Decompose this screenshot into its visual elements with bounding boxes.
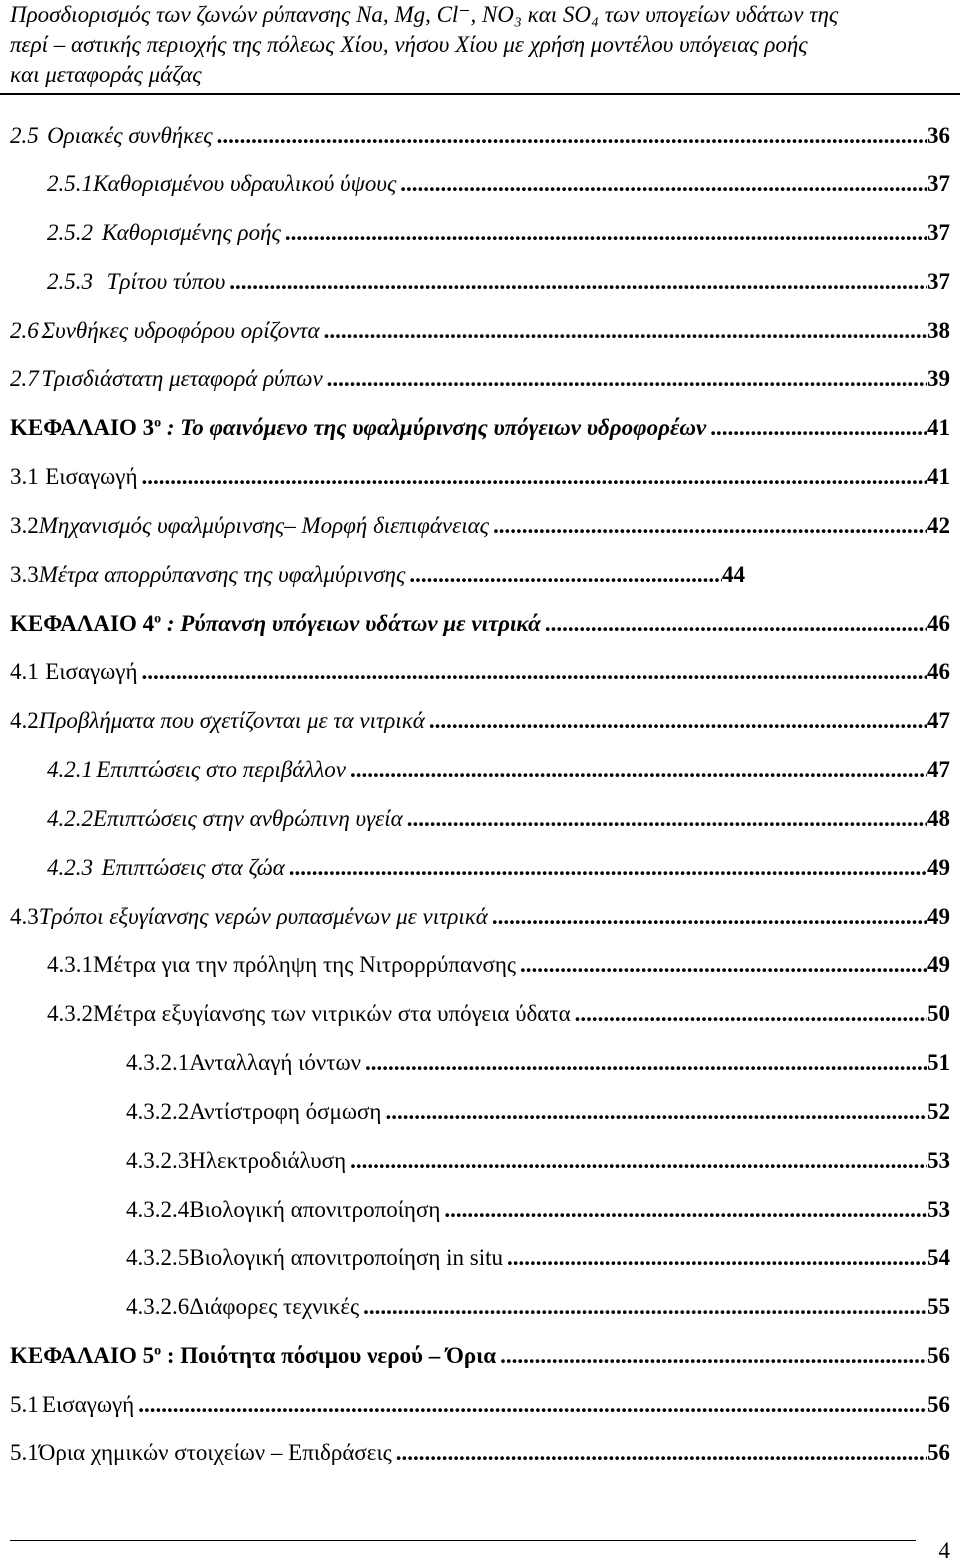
toc-page: 56 [927, 1392, 950, 1417]
toc-page: 53 [927, 1197, 950, 1222]
toc-chapter-number: ΚΕΦΑΛΑΙΟ $5^o$ [10, 1343, 162, 1368]
toc-leader [141, 464, 927, 490]
toc-number: 4.3.2.2 [126, 1099, 190, 1124]
toc-page: 37 [927, 220, 950, 245]
toc-entry[interactable] [10, 1440, 950, 1474]
toc-leader [444, 1197, 927, 1223]
toc-page: 39 [927, 366, 950, 391]
toc-entry[interactable] [47, 220, 950, 254]
toc-leader [492, 904, 927, 930]
toc-leader [493, 513, 927, 539]
toc-leader [350, 1148, 927, 1174]
header-line-3: και μεταφοράς μάζας [10, 62, 202, 87]
toc-entry[interactable] [10, 708, 950, 742]
toc-leader [327, 366, 927, 392]
toc-title: Καθορισμένου υδραυλικού ύψους [93, 171, 397, 196]
toc-entry[interactable] [10, 562, 745, 596]
header-line-2: περί – αστικής περιοχής της πόλεως Χίου, νήσου Χίου με χρήση μοντέλου υπόγειας ροής [10, 32, 808, 57]
toc-leader [324, 318, 927, 344]
toc-page: 41 [927, 415, 950, 440]
toc-leader [285, 220, 927, 246]
toc-number: 4.2 [10, 708, 39, 733]
toc-title: Βιολογική απονιτροποίηση [189, 1197, 441, 1222]
toc-leader [409, 562, 722, 588]
toc-page: 56 [927, 1440, 950, 1465]
toc-entry[interactable] [126, 1148, 950, 1182]
toc-page: 47 [927, 757, 950, 782]
toc-page: 52 [927, 1099, 950, 1124]
toc-leader [138, 1392, 927, 1418]
toc-entry[interactable] [47, 806, 950, 840]
toc-page: 48 [927, 806, 950, 831]
toc-number: 2.5.3 [47, 269, 93, 294]
toc-entry[interactable] [10, 123, 950, 157]
toc-title: Επιπτώσεις στο περιβάλλον [96, 757, 346, 782]
toc-title: Τρόποι εξυγίανσης νερών ρυπασμένων με νιτρικά [38, 904, 488, 929]
toc-title: Όρια χημικών στοιχείων – Επιδράσεις [38, 1440, 392, 1465]
toc-entry[interactable] [126, 1245, 950, 1279]
toc-title: Μέτρα για την πρόληψη της Νιτρορρύπανσης [93, 952, 517, 977]
toc-entry[interactable] [47, 855, 950, 889]
toc-chapter-entry[interactable] [10, 415, 950, 449]
toc-number: 4.2.1 [47, 757, 93, 782]
toc-entry[interactable] [47, 171, 950, 205]
toc-page: 49 [927, 952, 950, 977]
toc-entry[interactable] [126, 1197, 950, 1231]
toc-page: 42 [927, 513, 950, 538]
toc-leader [289, 855, 927, 881]
toc-leader [385, 1099, 927, 1125]
page-number: 4 [938, 1538, 950, 1563]
toc-number: 4.3.2.3 [126, 1148, 190, 1173]
toc-number: 4.2.2 [47, 806, 93, 831]
toc-title: Αντίστροφη όσμωση [189, 1099, 382, 1124]
header-line-1: Προσδιορισμός των ζωνών ρύπανσης Na, Mg, Cl⁻, NO₃ και SO₄ των υπογείων υδάτων της [10, 2, 839, 27]
toc-entry[interactable] [10, 1392, 950, 1426]
toc-entry[interactable] [47, 952, 950, 986]
toc-title: Τρισδιάστατη μεταφορά ρύπων [41, 366, 323, 391]
toc-title: Καθορισμένης ροής [101, 220, 281, 245]
toc-number: 3.2 [10, 513, 39, 538]
toc-number: 4.3.2 [47, 1001, 93, 1026]
toc-title: Διάφορες τεχνικές [189, 1294, 360, 1319]
toc-leader [365, 1050, 927, 1076]
toc-title: Μέτρα απορρύπανσης της υφαλμύρινσης [38, 562, 406, 587]
toc-entry[interactable] [10, 318, 950, 352]
toc-number: 4.3 [10, 904, 39, 929]
toc-title: Προβλήματα που σχετίζονται με τα νιτρικά [38, 708, 425, 733]
toc-title: Βιολογική απονιτροποίηση in situ [189, 1245, 503, 1270]
toc-page: 37 [927, 171, 950, 196]
toc-page: 37 [927, 269, 950, 294]
toc-title: Επιπτώσεις στα ζώα [101, 855, 285, 880]
toc-number: 2.5.2 [47, 220, 93, 245]
running-header [10, 0, 956, 90]
toc-page: 55 [927, 1294, 950, 1319]
toc-page: 54 [927, 1245, 950, 1270]
toc-page: 41 [927, 464, 950, 489]
toc-page: 46 [927, 611, 950, 636]
toc-leader [141, 659, 927, 685]
toc-entry[interactable] [10, 366, 950, 400]
toc-leader [363, 1294, 927, 1320]
toc-leader [229, 269, 927, 295]
toc-number: 2.7 [10, 366, 39, 391]
toc-entry[interactable] [10, 513, 950, 547]
toc-page: 36 [927, 123, 950, 148]
toc-page: 51 [927, 1050, 950, 1075]
toc-title: Επιπτώσεις στην ανθρώπινη υγεία [93, 806, 403, 831]
toc-entry[interactable] [10, 659, 950, 693]
toc-number: 2.5 [10, 123, 39, 148]
toc-page: 50 [927, 1001, 950, 1026]
toc-title: Τρίτου τύπου [106, 269, 226, 294]
toc-page: 38 [927, 318, 950, 343]
toc-page: 47 [927, 708, 950, 733]
toc-title: Εισαγωγή [45, 659, 138, 684]
toc-title: Ανταλλαγή ιόντων [189, 1050, 362, 1075]
toc-page: 46 [927, 659, 950, 684]
toc-entry[interactable] [10, 464, 950, 498]
toc-chapter-entry[interactable] [10, 611, 950, 645]
toc-title: Εισαγωγή [45, 464, 138, 489]
toc-number: 3.1 [10, 464, 39, 489]
toc-chapter-number: ΚΕΦΑΛΑΙΟ $4^o$ [10, 611, 162, 636]
toc-page: 44 [722, 562, 745, 587]
toc-leader [545, 611, 927, 637]
toc-chapter-entry[interactable] [10, 1343, 950, 1377]
toc-leader [500, 1343, 927, 1369]
toc-page: 56 [927, 1343, 950, 1368]
toc-entry[interactable] [126, 1294, 950, 1328]
toc-number: 4.3.2.5 [126, 1245, 190, 1270]
toc-number: 4.2.3 [47, 855, 93, 880]
toc-leader [407, 806, 927, 832]
toc-leader [710, 415, 927, 441]
toc-number: 2.5.1 [47, 171, 93, 196]
toc-number: 4.3.1 [47, 952, 93, 977]
toc-leader [575, 1001, 927, 1027]
toc-number: 2.6 [10, 318, 39, 343]
toc-page: 49 [927, 855, 950, 880]
toc-page: 49 [927, 904, 950, 929]
toc-leader [400, 171, 927, 197]
toc-number: 4.3.2.4 [126, 1197, 190, 1222]
toc-entry[interactable] [47, 757, 950, 791]
toc-number: 4.3.2.6 [126, 1294, 190, 1319]
toc-title: : Ποιότητα πόσιμου νερού – Όρια [166, 1343, 497, 1368]
toc-entry[interactable] [47, 269, 950, 303]
footer-rule [10, 1540, 916, 1541]
toc-number: 4.3.2.1 [126, 1050, 190, 1075]
toc-number: 5.1 [10, 1392, 39, 1417]
toc-entry[interactable] [126, 1099, 950, 1133]
toc-title: : Το φαινόμενο της υφαλμύρινσης υπόγειων υδροφορέων [166, 415, 707, 440]
header-rule [0, 93, 960, 95]
toc-leader [520, 952, 927, 978]
toc-leader [429, 708, 927, 734]
toc-entry[interactable] [126, 1050, 950, 1084]
toc-number: 5.1 [10, 1440, 39, 1465]
toc-title: Μηχανισμός υφαλμύρινσης– Μορφή διεπιφάνειας [38, 513, 489, 538]
toc-title: Μέτρα εξυγίανσης των νιτρικών στα υπόγεια ύδατα [93, 1001, 571, 1026]
toc-number: 4.1 [10, 659, 39, 684]
toc-title: Ηλεκτροδιάλυση [189, 1148, 347, 1173]
toc-entry[interactable] [47, 1001, 950, 1035]
toc-page: 53 [927, 1148, 950, 1173]
toc-chapter-number: ΚΕΦΑΛΑΙΟ $3^o$ [10, 415, 162, 440]
toc-title: Εισαγωγή [42, 1392, 135, 1417]
toc-leader [396, 1440, 927, 1466]
toc-entry[interactable] [10, 904, 950, 938]
toc-title: : Ρύπανση υπόγειων υδάτων με νιτρικά [166, 611, 541, 636]
toc-leader [507, 1245, 927, 1271]
toc-number: 3.3 [10, 562, 39, 587]
toc-title: Οριακές συνθήκες [47, 123, 213, 148]
toc-leader [350, 757, 927, 783]
toc-leader [217, 123, 927, 149]
toc-title: Συνθήκες υδροφόρου ορίζοντα [41, 318, 320, 343]
